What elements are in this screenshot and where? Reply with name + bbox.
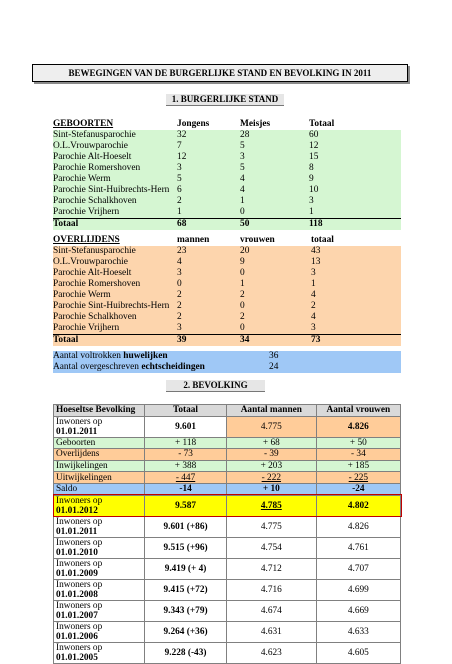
bevolking-row: [54, 437, 401, 449]
bevolking-row: [54, 460, 401, 472]
bevolking-totaal-cell: 9.264 (+36): [145, 621, 227, 642]
bevolking-row: [54, 449, 401, 461]
bevolking-label: Inwoners op: [56, 495, 103, 506]
bevolking-mannen-cell: 4.775: [226, 516, 316, 537]
echtscheidingen-label: Aantal overgeschreven: [53, 362, 142, 372]
overlijdens-row: [53, 279, 401, 290]
geboorten-cell: 5: [240, 141, 245, 151]
geboorten-cell: Parochie Alt-Hoeselt: [53, 152, 132, 162]
bevolking-mannen-cell: 4.674: [226, 600, 316, 621]
geboorten-total-row: [53, 218, 401, 230]
bevolking-totaal-cell: -14: [145, 483, 227, 495]
bevolking-label-date: 01.01.2007: [56, 610, 98, 621]
bevolking-mannen-cell: + 68: [226, 437, 316, 449]
geboorten-cell: Parochie Sint-Huibrechts-Hern: [53, 185, 170, 195]
overlijdens-cell: 23: [177, 246, 187, 256]
overlijdens-cell: 2: [311, 301, 316, 311]
bevolking-vrouwen-cell: - 34: [316, 449, 400, 461]
bevolking-row: [54, 472, 401, 484]
section-heading-bevolking: 2. BEVOLKING: [166, 380, 265, 392]
bevolking-row: [54, 642, 401, 663]
overlijdens-header-2: vrouwen: [240, 235, 275, 245]
bevolking-label-cell: [54, 642, 145, 663]
geboorten-cell: 32: [177, 130, 187, 140]
echtscheidingen-value: 24: [269, 362, 279, 372]
section-heading-burgerlijke-stand: 1. BURGERLIJKE STAND: [166, 94, 284, 106]
bevolking-label-date: 01.01.2010: [56, 547, 98, 558]
overlijdens-cell: 9: [240, 257, 245, 267]
huwelijken-label-bold: huwelijken: [123, 351, 168, 361]
geboorten-row: [53, 163, 401, 174]
geboorten-cell: 4: [240, 174, 245, 184]
geboorten-header-1: Jongens: [177, 119, 210, 129]
overlijdens-cell: Parochie Vrijhern: [53, 323, 120, 333]
geboorten-cell: O.L.Vrouwparochie: [53, 141, 128, 151]
geboorten-cell: 28: [240, 130, 250, 140]
bevolking-label-cell: [54, 472, 145, 484]
overlijdens-row: [53, 301, 401, 312]
echtscheidingen-label-bold: echtscheidingen: [141, 362, 205, 372]
bevolking-vrouwen-cell: 4.826: [316, 516, 400, 537]
geboorten-cell: 60: [309, 130, 319, 140]
geboorten-cell: Parochie Vrijhern: [53, 207, 120, 217]
bevolking-label-cell: [54, 558, 145, 579]
overlijdens-cell: 0: [240, 301, 245, 311]
bevolking-totaal-cell: 9.601 (+86): [145, 516, 227, 537]
geboorten-cell: Sint-Stefanusparochie: [53, 130, 136, 140]
geboorten-cell: 7: [177, 141, 182, 151]
huwelijken-label: Aantal voltrokken: [53, 351, 124, 361]
bevolking-label-date: 01.01.2011: [56, 426, 98, 437]
overlijdens-cell: O.L.Vrouwparochie: [53, 257, 128, 267]
overlijdens-total-row: [53, 334, 401, 346]
bevolking-mannen-cell: 4.775: [226, 416, 316, 437]
geboorten-cell: Parochie Werm: [53, 174, 111, 184]
geboorten-row: [53, 207, 401, 218]
bevolking-row: [54, 495, 401, 516]
overlijdens-header-row: [53, 235, 401, 246]
overlijdens-cell: Parochie Sint-Huibrechts-Hern: [53, 301, 170, 311]
geboorten-total-cell: Totaal: [53, 219, 79, 229]
bevolking-label-cell: [54, 516, 145, 537]
bevolking-row: [54, 483, 401, 495]
echtscheidingen-row: [53, 362, 401, 373]
overlijdens-cell: 13: [311, 257, 321, 267]
bevolking-vrouwen-cell: 4.669: [316, 600, 400, 621]
bevolking-vrouwen-cell: + 185: [316, 460, 400, 472]
overlijdens-cell: 3: [177, 323, 182, 333]
bevolking-row: [54, 621, 401, 642]
geboorten-cell: Parochie Schalkhoven: [53, 196, 137, 206]
bevolking-label-cell: [54, 600, 145, 621]
geboorten-cell: 1: [240, 196, 245, 206]
geboorten-header-3: Totaal: [309, 119, 335, 129]
geboorten-row: [53, 130, 401, 141]
geboorten-row: [53, 174, 401, 185]
bevolking-totaal-cell: + 388: [145, 460, 227, 472]
overlijdens-cell: 2: [240, 290, 245, 300]
overlijdens-total-cell: Totaal: [53, 335, 79, 345]
overlijdens-cell: 0: [177, 279, 182, 289]
geboorten-row: [53, 196, 401, 207]
bevolking-row: [54, 516, 401, 537]
overlijdens-row: [53, 290, 401, 301]
bevolking-label-date: 01.01.2005: [56, 652, 98, 663]
bevolking-label-cell: [54, 449, 145, 461]
bevolking-vrouwen-cell: 4.633: [316, 621, 400, 642]
bevolking-vrouwen-cell: 4.761: [316, 537, 400, 558]
bevolking-mannen-cell: 4.623: [226, 642, 316, 663]
overlijdens-cell: 2: [177, 301, 182, 311]
overlijdens-row: [53, 323, 401, 334]
bevolking-mannen-cell: + 203: [226, 460, 316, 472]
geboorten-cell: 15: [309, 152, 319, 162]
bevolking-label-cell: [54, 537, 145, 558]
overlijdens-total-cell: 34: [240, 335, 250, 345]
overlijdens-cell: 3: [311, 268, 316, 278]
overlijdens-cell: 4: [177, 257, 182, 267]
overlijdens-cell: 20: [240, 246, 250, 256]
bevolking-mannen-cell: 4.716: [226, 579, 316, 600]
bevolking-header-vrouwen: Aantal vrouwen: [316, 405, 400, 417]
bevolking-vrouwen-cell: - 225: [316, 472, 400, 484]
bevolking-label-cell: [54, 460, 145, 472]
huwelijken-value: 36: [269, 351, 279, 361]
geboorten-header-0: GEBOORTEN: [53, 119, 114, 129]
geboorten-cell: 12: [177, 152, 187, 162]
bevolking-label: Saldo: [56, 484, 78, 495]
bevolking-vrouwen-cell: 4.826: [316, 416, 400, 437]
bevolking-label-cell: [54, 483, 145, 495]
geboorten-row: [53, 152, 401, 163]
bevolking-label: Overlijdens: [56, 449, 100, 460]
geboorten-cell: Parochie Romershoven: [53, 163, 141, 173]
bevolking-label-cell: [54, 579, 145, 600]
bevolking-totaal-cell: - 447: [145, 472, 227, 484]
geboorten-cell: 5: [240, 163, 245, 173]
geboorten-cell: 2: [177, 196, 182, 206]
geboorten-total-cell: 50: [240, 219, 250, 229]
bevolking-row: [54, 579, 401, 600]
bevolking-table: [53, 404, 401, 664]
bevolking-mannen-cell: 4.631: [226, 621, 316, 642]
overlijdens-cell: Parochie Alt-Hoeselt: [53, 268, 132, 278]
bevolking-totaal-cell: - 73: [145, 449, 227, 461]
geboorten-cell: 1: [177, 207, 182, 217]
geboorten-row: [53, 141, 401, 152]
bevolking-mannen-cell: 4.754: [226, 537, 316, 558]
bevolking-label-date: 01.01.2008: [56, 589, 98, 600]
geboorten-cell: 10: [309, 185, 319, 195]
overlijdens-cell: 2: [177, 290, 182, 300]
bevolking-vrouwen-cell: + 50: [316, 437, 400, 449]
bevolking-header-totaal: Totaal: [145, 405, 227, 417]
geboorten-cell: 4: [240, 185, 245, 195]
overlijdens-total-cell: 73: [311, 335, 321, 345]
overlijdens-total-cell: 39: [177, 335, 187, 345]
geboorten-cell: 12: [309, 141, 319, 151]
bevolking-label: Inwoners op: [56, 537, 103, 548]
overlijdens-row: [53, 257, 401, 268]
bevolking-label: Inwoners op: [56, 516, 103, 527]
overlijdens-cell: 3: [311, 323, 316, 333]
bevolking-label: Inwijkelingen: [56, 461, 108, 472]
geboorten-cell: 3: [309, 196, 314, 206]
bevolking-label-date: 01.01.2012: [56, 505, 98, 516]
bevolking-totaal-cell: 9.601: [145, 416, 227, 437]
geboorten-cell: 3: [177, 163, 182, 173]
overlijdens-cell: Parochie Werm: [53, 290, 111, 300]
geboorten-total-cell: 118: [309, 219, 323, 229]
overlijdens-cell: 4: [311, 312, 316, 322]
geboorten-cell: 0: [240, 207, 245, 217]
bevolking-totaal-cell: + 118: [145, 437, 227, 449]
bevolking-row: [54, 558, 401, 579]
bevolking-label: Geboorten: [56, 437, 96, 448]
bevolking-label: Inwoners op: [56, 558, 103, 569]
bevolking-label-date: 01.01.2011: [56, 526, 98, 537]
bevolking-mannen-cell: - 222: [226, 472, 316, 484]
overlijdens-cell: 0: [240, 268, 245, 278]
overlijdens-cell: 2: [240, 312, 245, 322]
bevolking-vrouwen-cell: 4.707: [316, 558, 400, 579]
overlijdens-row: [53, 312, 401, 323]
bevolking-vrouwen-cell: 4.699: [316, 579, 400, 600]
geboorten-total-cell: 68: [177, 219, 187, 229]
bevolking-row: [54, 600, 401, 621]
geboorten-cell: 3: [240, 152, 245, 162]
bevolking-label: Inwoners op: [56, 579, 103, 590]
bevolking-mannen-cell: 4.785: [226, 495, 316, 516]
bevolking-totaal-cell: 9.343 (+79): [145, 600, 227, 621]
geboorten-cell: 1: [309, 207, 314, 217]
overlijdens-cell: 0: [240, 323, 245, 333]
overlijdens-row: [53, 268, 401, 279]
geboorten-cell: 8: [309, 163, 314, 173]
huwelijken-row: [53, 351, 401, 362]
bevolking-totaal-cell: 9.228 (-43): [145, 642, 227, 663]
bevolking-label: Inwoners op: [56, 600, 103, 611]
overlijdens-cell: 2: [177, 312, 182, 322]
overlijdens-cell: 4: [311, 290, 316, 300]
bevolking-label: Inwoners op: [56, 416, 103, 427]
bevolking-label-cell: [54, 437, 145, 449]
bevolking-totaal-cell: 9.419 (+ 4): [145, 558, 227, 579]
bevolking-label: Uitwijkelingen: [56, 472, 112, 483]
bevolking-label-cell: [54, 416, 145, 437]
bevolking-label-cell: [54, 621, 145, 642]
geboorten-row: [53, 185, 401, 196]
bevolking-mannen-cell: + 10: [226, 483, 316, 495]
bevolking-header-mannen: Aantal mannen: [226, 405, 316, 417]
overlijdens-cell: Parochie Schalkhoven: [53, 312, 137, 322]
geboorten-header-row: [53, 119, 401, 130]
bevolking-label: Inwoners op: [56, 621, 103, 632]
bevolking-label: Inwoners op: [56, 642, 103, 653]
bevolking-label-date: 01.01.2006: [56, 631, 98, 642]
geboorten-header-2: Meisjes: [240, 119, 271, 129]
bevolking-mannen-cell: 4.712: [226, 558, 316, 579]
bevolking-vrouwen-cell: -24: [316, 483, 400, 495]
document-title: BEWEGINGEN VAN DE BURGERLIJKE STAND EN BEVOLKING IN 2011: [32, 64, 408, 82]
overlijdens-cell: 1: [311, 279, 316, 289]
bevolking-header-row: [54, 405, 401, 417]
geboorten-cell: 6: [177, 185, 182, 195]
overlijdens-cell: 3: [177, 268, 182, 278]
bevolking-row: [54, 416, 401, 437]
bevolking-row: [54, 537, 401, 558]
overlijdens-header-3: totaal: [311, 235, 334, 245]
overlijdens-cell: 43: [311, 246, 321, 256]
bevolking-vrouwen-cell: 4.605: [316, 642, 400, 663]
bevolking-label-date: 01.01.2009: [56, 568, 98, 579]
bevolking-totaal-cell: 9.415 (+72): [145, 579, 227, 600]
bevolking-totaal-cell: 9.587: [145, 495, 227, 516]
overlijdens-cell: 1: [240, 279, 245, 289]
bevolking-totaal-cell: 9.515 (+96): [145, 537, 227, 558]
geboorten-cell: 9: [309, 174, 314, 184]
bevolking-label-cell: [54, 495, 145, 516]
overlijdens-cell: Sint-Stefanusparochie: [53, 246, 136, 256]
overlijdens-cell: Parochie Romershoven: [53, 279, 141, 289]
bevolking-vrouwen-cell: 4.802: [316, 495, 400, 516]
overlijdens-header-1: mannen: [177, 235, 210, 245]
overlijdens-header-0: OVERLIJDENS: [53, 235, 120, 245]
overlijdens-row: [53, 246, 401, 257]
bevolking-mannen-cell: - 39: [226, 449, 316, 461]
geboorten-cell: 5: [177, 174, 182, 184]
bevolking-header-label: Hoeseltse Bevolking: [54, 405, 145, 417]
